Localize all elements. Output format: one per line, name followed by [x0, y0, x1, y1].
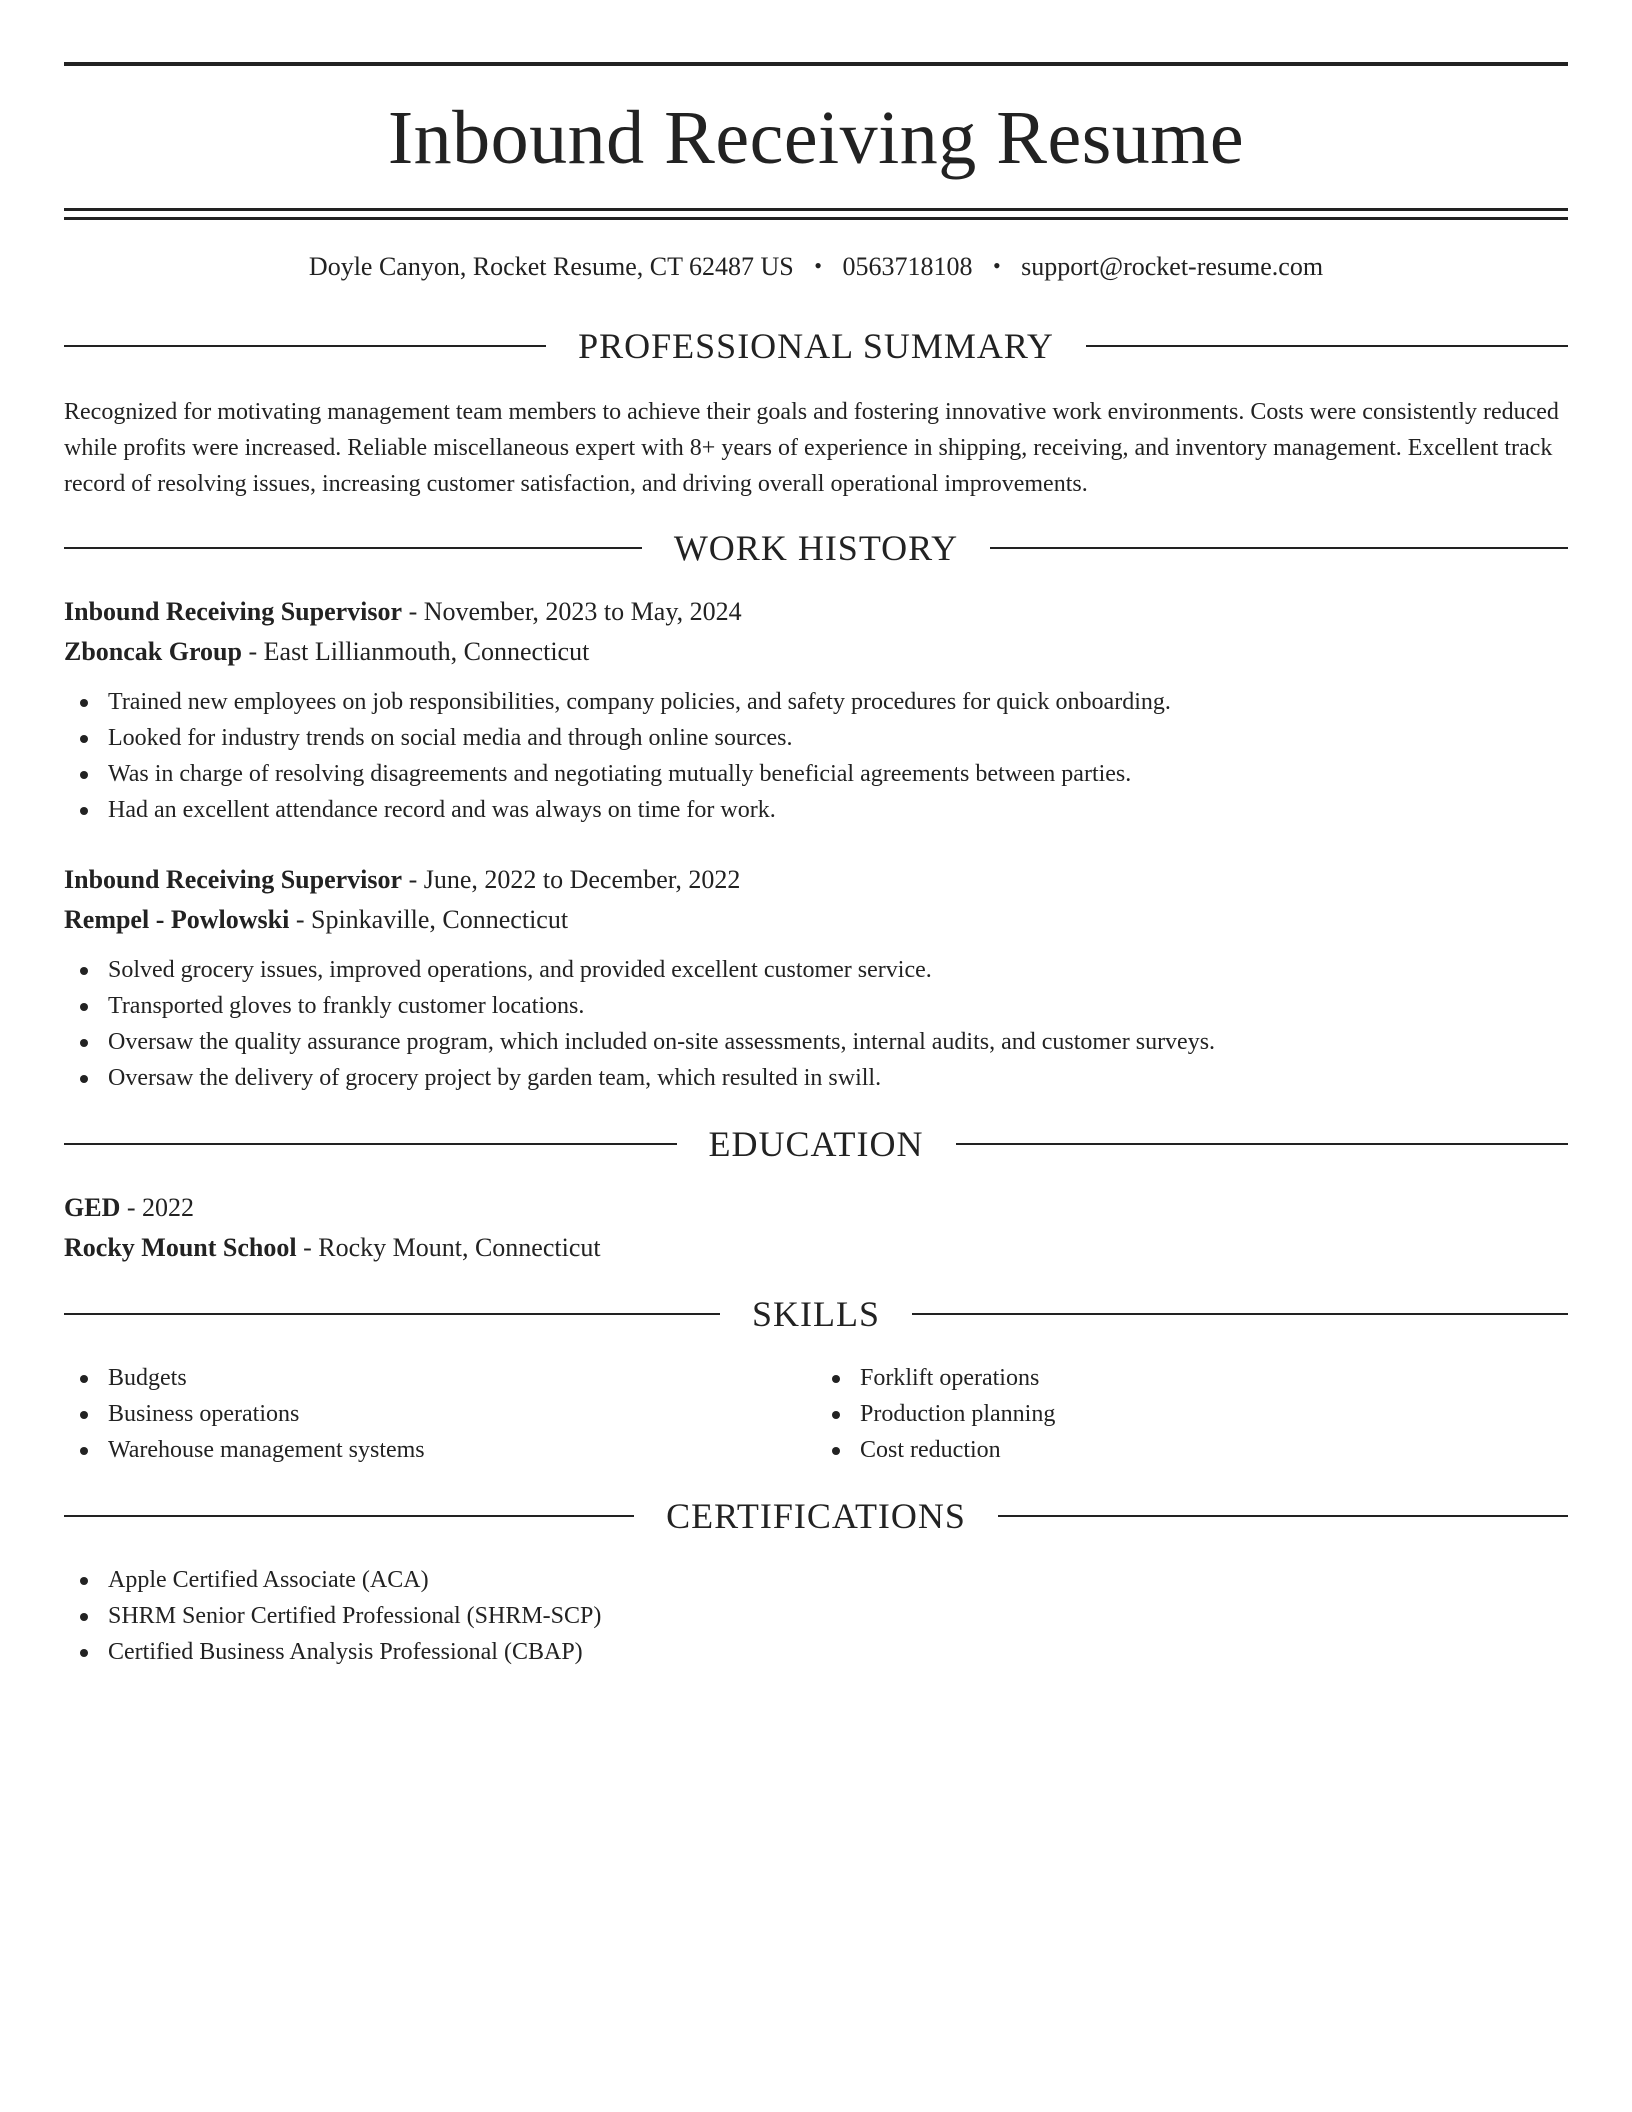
section-title: SKILLS [752, 1294, 881, 1334]
job-entry [64, 860, 1568, 1096]
skill-item: Warehouse management systems [64, 1432, 816, 1468]
heading-rule-right [998, 1515, 1568, 1517]
job-entry [64, 592, 1568, 828]
title-rule-lower [64, 217, 1568, 220]
contact-email: support@rocket-resume.com [1021, 252, 1324, 281]
job-dates: - June, 2022 to December, 2022 [402, 865, 741, 894]
job-company-line [64, 900, 1568, 940]
heading-rule-right [912, 1313, 1568, 1315]
section-title: WORK HISTORY [673, 528, 959, 568]
school-line [64, 1228, 1568, 1268]
section-heading-skills [64, 1296, 1568, 1332]
job-title: Inbound Receiving Supervisor [64, 597, 403, 626]
contact-phone: 0563718108 [842, 252, 973, 281]
list-item: Trained new employees on job responsibilities, company policies, and safety procedures for quick onboarding. [64, 684, 1568, 720]
job-bullets [64, 684, 1568, 828]
job-dates: - November, 2023 to May, 2024 [402, 597, 742, 626]
heading-rule-left [64, 1143, 677, 1145]
job-company: Zboncak Group [64, 637, 242, 666]
education-entry [64, 1188, 1568, 1268]
contact-line [64, 254, 1568, 280]
job-title: Inbound Receiving Supervisor [64, 865, 403, 894]
job-title-line [64, 860, 1568, 900]
skill-item: Cost reduction [816, 1432, 1568, 1468]
job-location: - Spinkaville, Connecticut [289, 905, 569, 934]
heading-rule-right [956, 1143, 1569, 1145]
job-company-line [64, 632, 1568, 672]
certifications-list [64, 1562, 1568, 1670]
certification-item: Apple Certified Associate (ACA) [64, 1562, 1568, 1598]
section-heading-summary [64, 328, 1568, 364]
school-location: - Rocky Mount, Connecticut [296, 1233, 601, 1262]
job-bullets [64, 952, 1568, 1096]
degree-line [64, 1188, 1568, 1228]
section-title: PROFESSIONAL SUMMARY [578, 326, 1054, 366]
list-item: Was in charge of resolving disagreements and negotiating mutually beneficial agreements between parties. [64, 756, 1568, 792]
resume-title: Inbound Receiving Resume [387, 96, 1245, 180]
heading-rule-left [64, 1313, 720, 1315]
skill-item: Production planning [816, 1396, 1568, 1432]
heading-rule-left [64, 1515, 634, 1517]
list-item: Oversaw the delivery of grocery project by garden team, which resulted in swill. [64, 1060, 1568, 1096]
degree-year: - 2022 [120, 1193, 195, 1222]
heading-rule-right [990, 547, 1568, 549]
skills-grid [64, 1360, 1568, 1468]
skills-column-right [816, 1360, 1568, 1468]
section-title: CERTIFICATIONS [666, 1496, 966, 1536]
list-item: Looked for industry trends on social media and through online sources. [64, 720, 1568, 756]
bullet-separator-icon: • [814, 253, 822, 278]
title-rule-upper [64, 208, 1568, 211]
top-rule [64, 62, 1568, 66]
section-heading-education [64, 1126, 1568, 1162]
skill-item: Forklift operations [816, 1360, 1568, 1396]
list-item: Had an excellent attendance record and was always on time for work. [64, 792, 1568, 828]
contact-address: Doyle Canyon, Rocket Resume, CT 62487 US [308, 252, 794, 281]
certification-item: Certified Business Analysis Professional (CBAP) [64, 1634, 1568, 1670]
heading-rule-left [64, 547, 642, 549]
list-item: Oversaw the quality assurance program, which included on-site assessments, internal audits, and customer surveys. [64, 1024, 1568, 1060]
bullet-separator-icon: • [992, 253, 1001, 278]
resume-page [64, 0, 1568, 1670]
job-company: Rempel - Powlowski [64, 905, 290, 934]
section-heading-certifications [64, 1498, 1568, 1534]
job-location: - East Lillianmouth, Connecticut [241, 637, 590, 666]
skill-item: Business operations [64, 1396, 816, 1432]
list-item: Solved grocery issues, improved operations, and provided excellent customer service. [64, 952, 1568, 988]
skill-item: Budgets [64, 1360, 816, 1396]
section-title: EDUCATION [708, 1124, 924, 1164]
certification-item: SHRM Senior Certified Professional (SHRM-SCP) [64, 1598, 1568, 1634]
job-title-line [64, 592, 1568, 632]
heading-rule-left [64, 345, 546, 347]
degree: GED [64, 1193, 121, 1222]
list-item: Transported gloves to frankly customer locations. [64, 988, 1568, 1024]
summary-text: Recognized for motivating management team members to achieve their goals and fostering innovative work environments. Costs were consistently reduced while profits were increased. Reliable miscellaneous expert with 8+ years of experience in shipping, receiving, and inventory management. Excellent track record of resolving issues, increasing customer satisfaction, and driving overall operational improvements. [64, 399, 1559, 497]
skills-column-left [64, 1360, 816, 1468]
section-heading-work [64, 530, 1568, 566]
school-name: Rocky Mount School [64, 1233, 297, 1262]
heading-rule-right [1086, 345, 1568, 347]
